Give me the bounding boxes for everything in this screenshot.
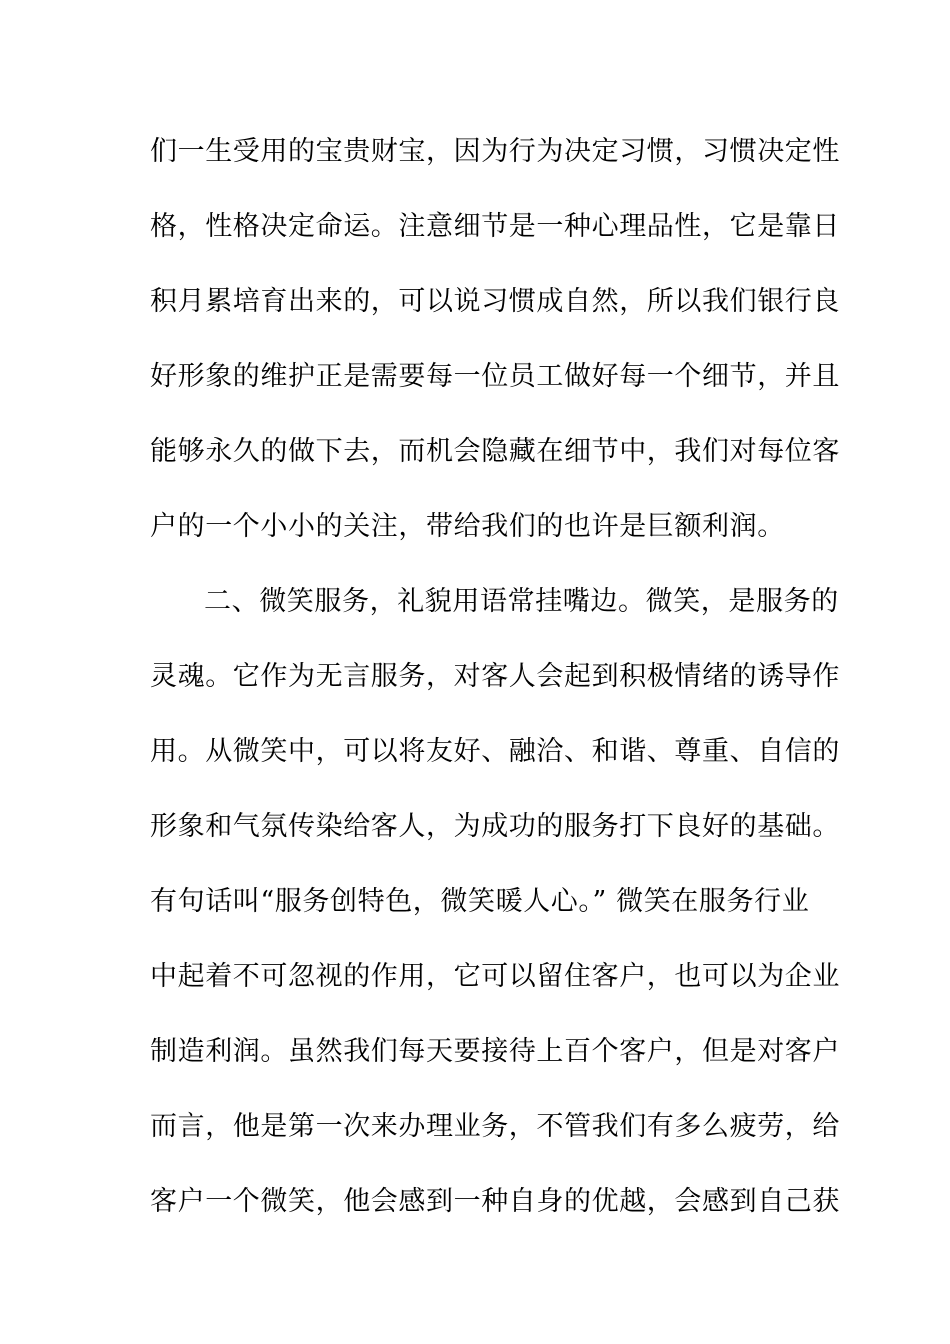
text-line: 们一生受用的宝贵财宝，因为行为决定习惯，习惯决定性	[150, 136, 840, 167]
text-line: 中起着不可忽视的作用，它可以留住客户，也可以为企业	[150, 961, 840, 992]
text-line: 制造利润。虽然我们每天要接待上百个客户，但是对客户	[150, 1036, 840, 1067]
text-line: 积月累培育出来的，可以说习惯成自然，所以我们银行良	[150, 286, 840, 317]
text-line: 用。从微笑中，可以将友好、融洽、和谐、尊重、自信的	[150, 736, 840, 767]
paragraph-start-line: 二、微笑服务，礼貌用语常挂嘴边。微笑，是服务的	[204, 586, 839, 617]
text-line: 灵魂。它作为无言服务，对客人会起到积极情绪的诱导作	[150, 661, 840, 692]
text-line: 户的一个小小的关注，带给我们的也许是巨额利润。	[150, 511, 785, 542]
text-line: 好形象的维护正是需要每一位员工做好每一个细节，并且	[150, 361, 840, 392]
text-line: 有句话叫“服务创特色，微笑暖人心。” 微笑在服务行业	[150, 886, 810, 917]
text-line: 客户一个微笑，他会感到一种自身的优越，会感到自己获	[150, 1186, 840, 1217]
text-line: 而言，他是第一次来办理业务，不管我们有多么疲劳，给	[150, 1111, 840, 1142]
body-text	[150, 127, 840, 1252]
text-line: 形象和气氛传染给客人，为成功的服务打下良好的基础。	[150, 811, 840, 842]
text-line: 能够永久的做下去，而机会隐藏在细节中，我们对每位客	[150, 436, 840, 467]
text-line: 格，性格决定命运。注意细节是一种心理品性，它是靠日	[150, 211, 840, 242]
